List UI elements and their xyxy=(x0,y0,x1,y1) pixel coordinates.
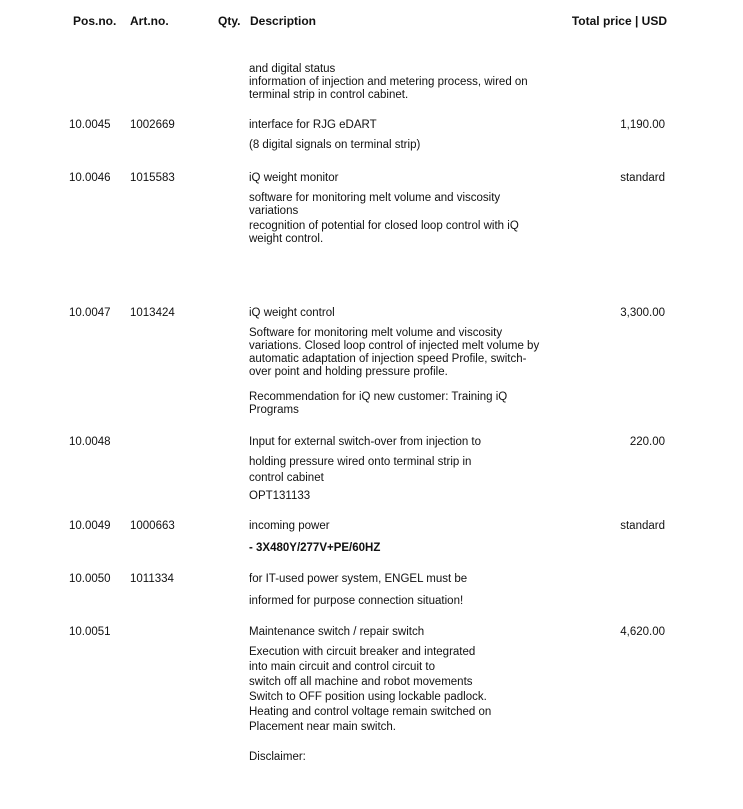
description-line: Execution with circuit breaker and integrated xyxy=(249,646,476,658)
article-number: 1015583 xyxy=(130,172,175,184)
item-description xyxy=(249,307,549,417)
item-description xyxy=(249,520,549,555)
column-header-total-price: Total price | USD xyxy=(571,14,667,28)
position-number: 10.0049 xyxy=(69,520,111,532)
description-line: Heating and control voltage remain switched on xyxy=(249,706,492,718)
article-number: 1000663 xyxy=(130,520,175,532)
description-line: into main circuit and control circuit to xyxy=(249,661,435,673)
description-line: software for monitoring melt volume and viscosity xyxy=(249,192,501,204)
intro-line: terminal strip in control cabinet. xyxy=(249,89,409,101)
item-description xyxy=(249,172,549,246)
column-header-pos: Pos.no. xyxy=(73,14,117,28)
total-price: standard xyxy=(620,520,665,532)
position-number: 10.0046 xyxy=(69,172,111,184)
description-line: control cabinet xyxy=(249,472,324,484)
total-price: 220.00 xyxy=(629,436,665,448)
intro-line: and digital status xyxy=(249,63,336,75)
description-line: variations. Closed loop control of injected melt volume by xyxy=(249,340,540,352)
article-number: 1013424 xyxy=(130,307,175,319)
description-line: informed for purpose connection situation! xyxy=(249,595,464,607)
description-line: Recommendation for iQ new customer: Training iQ xyxy=(249,391,508,403)
position-number: 10.0047 xyxy=(69,307,111,319)
item-title: iQ weight monitor xyxy=(249,172,339,184)
description-line: weight control. xyxy=(249,233,324,245)
description-line: (8 digital signals on terminal strip) xyxy=(249,139,421,151)
position-number: 10.0051 xyxy=(69,626,111,638)
disclaimer-label: Disclaimer: xyxy=(249,751,306,763)
description-line: - 3X480Y/277V+PE/60HZ xyxy=(249,542,381,554)
column-header-art: Art.no. xyxy=(130,14,169,28)
description-line: recognition of potential for closed loop control with iQ xyxy=(249,220,519,232)
intro-description xyxy=(249,63,549,102)
description-line: automatic adaptation of injection speed Profile, switch- xyxy=(249,353,527,365)
item-description xyxy=(249,626,549,764)
description-line: variations xyxy=(249,205,299,217)
description-line: over point and holding pressure profile. xyxy=(249,366,448,378)
item-title: incoming power xyxy=(249,520,330,532)
total-price: standard xyxy=(620,172,665,184)
description-line: Switch to OFF position using lockable padlock. xyxy=(249,691,487,703)
description-line: Software for monitoring melt volume and viscosity xyxy=(249,327,503,339)
description-line: Placement near main switch. xyxy=(249,721,397,733)
description-line: Programs xyxy=(249,404,299,416)
item-title: iQ weight control xyxy=(249,307,335,319)
description-line: switch off all machine and robot movements xyxy=(249,676,473,688)
article-number: 1011334 xyxy=(130,573,174,585)
column-header-description: Description xyxy=(250,14,317,28)
description-line: OPT131133 xyxy=(249,490,311,502)
position-number: 10.0045 xyxy=(69,119,111,131)
item-description xyxy=(249,119,549,152)
item-description xyxy=(249,573,549,608)
item-title: interface for RJG eDART xyxy=(249,119,377,131)
article-number: 1002669 xyxy=(130,119,175,131)
item-title: Input for external switch-over from injection to xyxy=(249,436,482,448)
item-title: for IT-used power system, ENGEL must be xyxy=(249,573,468,585)
position-number: 10.0048 xyxy=(69,436,111,448)
total-price: 4,620.00 xyxy=(620,626,665,638)
item-title: Maintenance switch / repair switch xyxy=(249,626,425,638)
intro-line: information of injection and metering process, wired on xyxy=(249,76,528,88)
position-number: 10.0050 xyxy=(69,573,111,585)
item-description xyxy=(249,436,549,503)
total-price: 3,300.00 xyxy=(620,307,665,319)
column-header-qty: Qty. xyxy=(218,14,241,28)
description-line: holding pressure wired onto terminal strip in xyxy=(249,456,472,468)
total-price: 1,190.00 xyxy=(620,119,665,131)
